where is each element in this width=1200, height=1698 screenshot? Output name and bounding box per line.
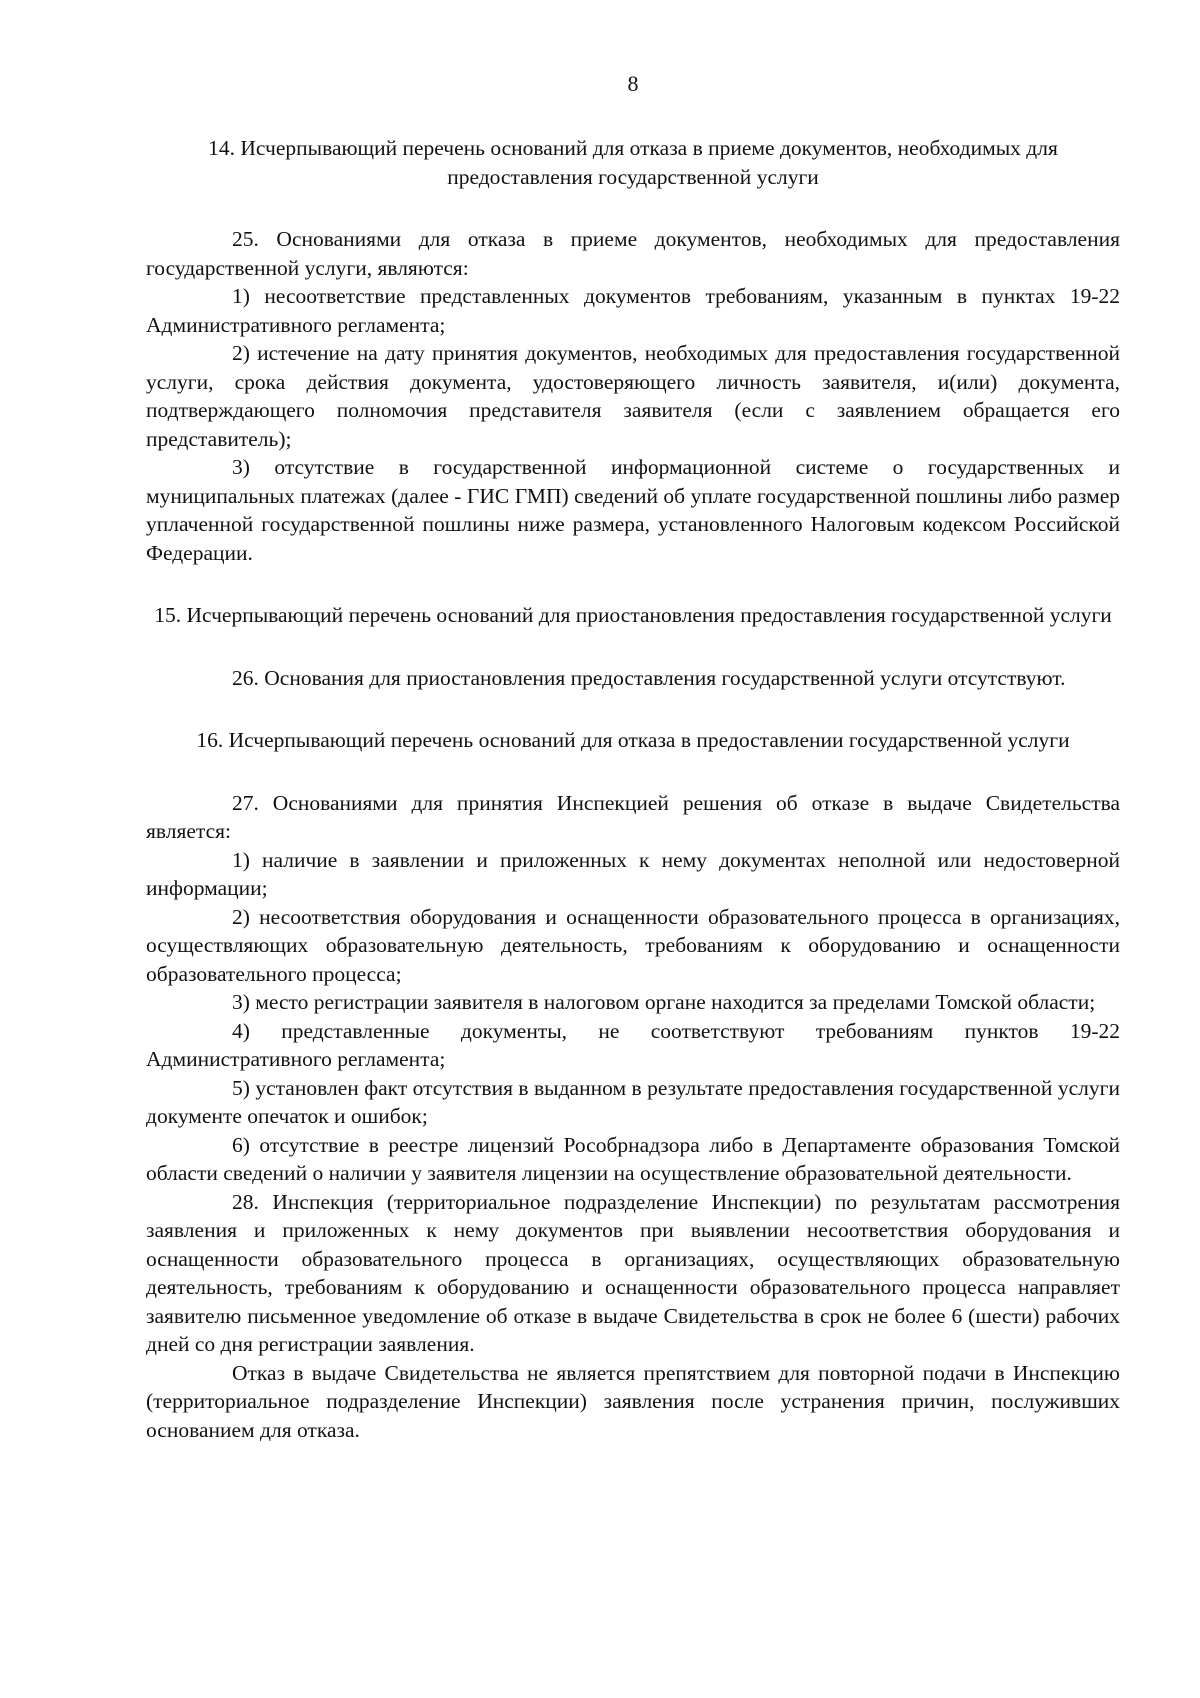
paragraph: Отказ в выдаче Свидетельства не является препятствием для повторной подачи в Инспекцию (территориальное подразделение Инспекции) заявления после устранения причин, послуживших основанием для отказа. [146, 1360, 1120, 1442]
section-16 [146, 726, 1120, 1444]
paragraph: 26. Основания для приостановления предоставления государственной услуги отсутствуют. [232, 665, 1066, 690]
section-15 [146, 601, 1120, 692]
list-item: 4) представленные документы, не соответствуют требованиям пунктов 19-22 Административного регламента; [146, 1018, 1120, 1071]
list-item: 2) истечение на дату принятия документов, необходимых для предоставления государственной услуги, срока действия документа, удостоверяющего личность заявителя, и(или) документа, подтверждающего полномочия представителя заявителя (если с заявлением обращается его представитель); [146, 341, 1120, 451]
list-item: 1) наличие в заявлении и приложенных к нему документах неполной или недостоверной информации; [146, 847, 1120, 900]
section-heading: 15. Исчерпывающий перечень оснований для приостановления предоставления государственной услуги [154, 603, 1112, 627]
section-heading: 14. Исчерпывающий перечень оснований для отказа в приеме документов, необходимых для предоставления государственной услуги [208, 136, 1058, 189]
section-14 [146, 134, 1120, 567]
list-item: 1) несоответствие представленных документов требованиям, указанным в пунктах 19-22 Административного регламента; [146, 284, 1120, 337]
page-number: 8 [627, 71, 639, 96]
section-heading: 16. Исчерпывающий перечень оснований для отказа в предоставлении государственной услуги [196, 728, 1070, 752]
list-item: 2) несоответствия оборудования и оснащенности образовательного процесса в организациях, осуществляющих образовательную деятельность, требованиям к оборудованию и оснащенности образовательного процесса; [146, 904, 1120, 986]
list-item: 5) установлен факт отсутствия в выданном в результате предоставления государственной услуги документе опечаток и ошибок; [146, 1075, 1120, 1128]
list-item: 6) отсутствие в реестре лицензий Рособрнадзора либо в Департаменте образования Томской области сведений о наличии у заявителя лицензии на осуществление образовательной деятельности. [146, 1132, 1120, 1185]
paragraph: 28. Инспекция (территориальное подразделение Инспекции) по результатам рассмотрения заявления и приложенных к нему документов при выявлении несоответствия оборудования и оснащенности образовательного процесса в организациях, осуществляющих образовательную деятельность, требованиям к оборудованию и оснащенности образовательного процесса направляет заявителю письменное уведомление об отказе в выдаче Свидетельства в срок не более 6 (шести) рабочих дней со дня регистрации заявления. [146, 1189, 1120, 1356]
paragraph: 25. Основаниями для отказа в приеме документов, необходимых для предоставления государственной услуги, являются: [146, 227, 1120, 280]
paragraph: 27. Основаниями для принятия Инспекцией решения об отказе в выдаче Свидетельства является: [146, 790, 1120, 843]
list-item: 3) отсутствие в государственной информационной системе о государственных и муниципальных платежах (далее - ГИС ГМП) сведений об уплате государственной пошлины либо размер уплаченной государственной пошлины ниже размера, установленного Налоговым кодексом Российской Федерации. [146, 455, 1120, 565]
list-item: 3) место регистрации заявителя в налоговом органе находится за пределами Томской области; [232, 990, 1096, 1014]
